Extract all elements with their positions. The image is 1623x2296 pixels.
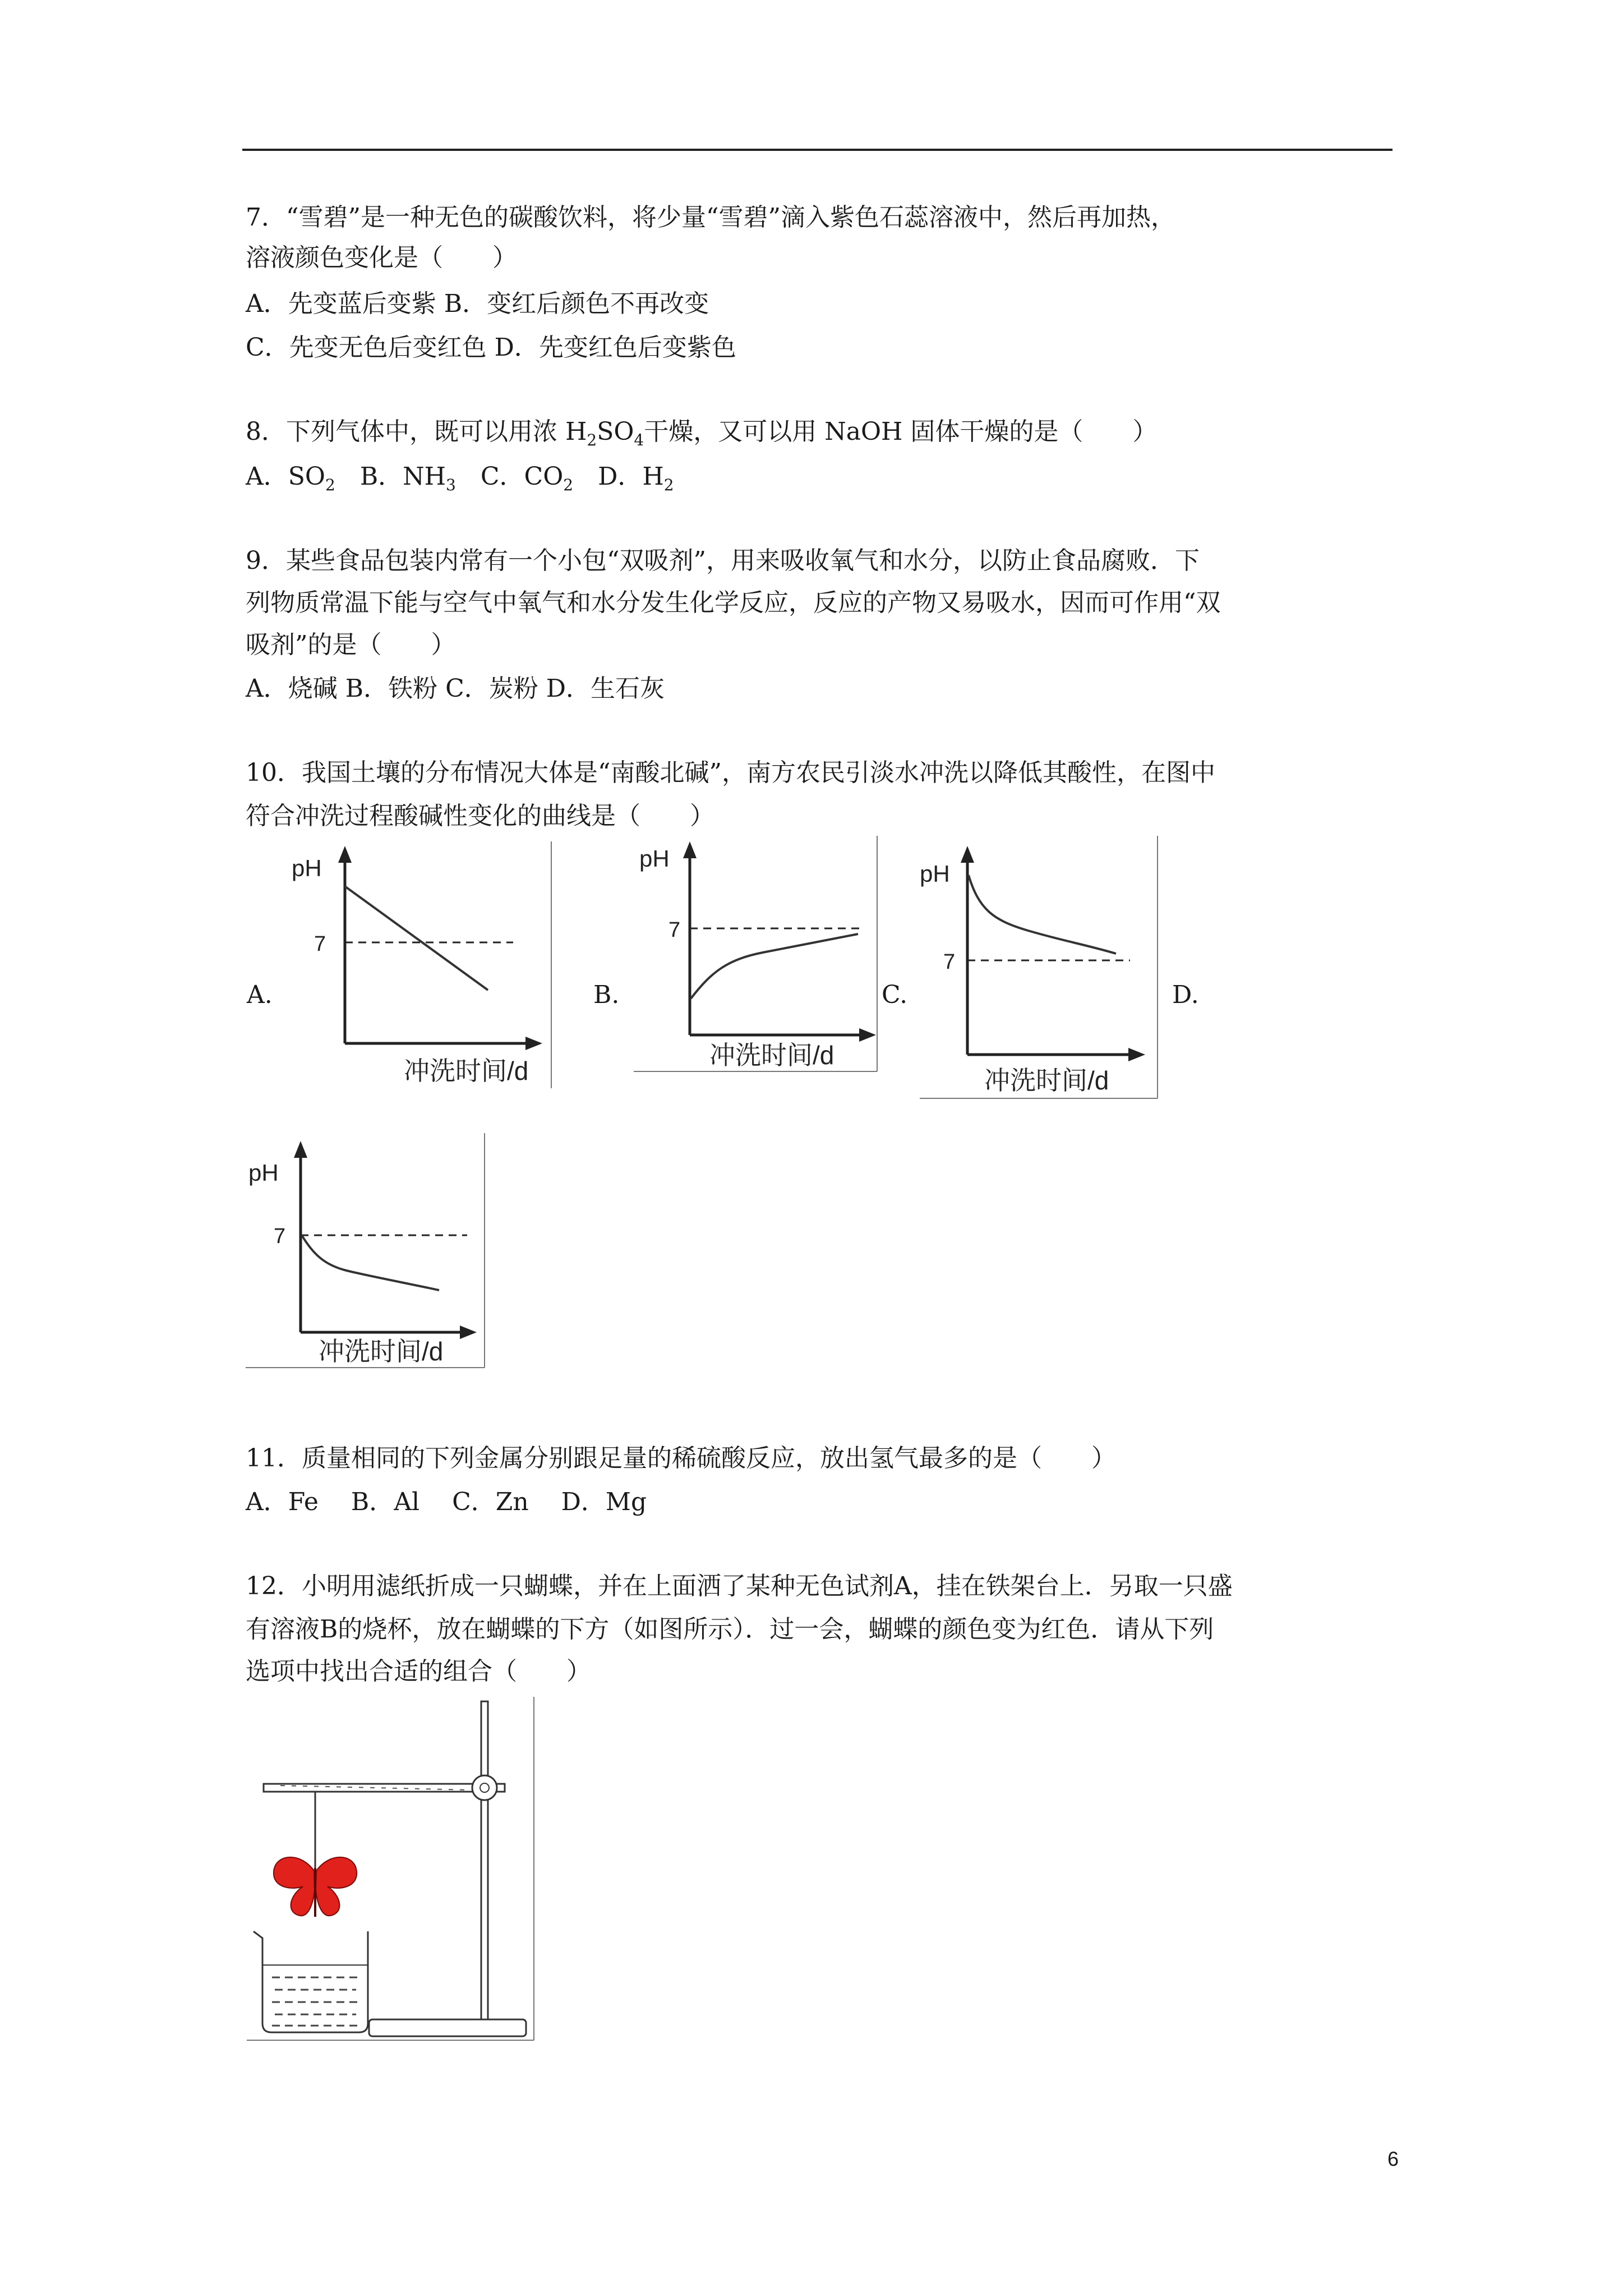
butterfly-apparatus-figure [247, 1697, 538, 2045]
graph-d-label: D. [1172, 981, 1199, 1009]
q7-stem-line1: 7．“雪碧”是一种无色的碳酸饮料，将少量“雪碧”滴入紫色石蕊溶液中，然后再加热， [246, 203, 1175, 232]
header-rule [242, 149, 1393, 151]
q8-stem: 8．下列气体中，既可以用浓 $H_2SO_4$干燥，又可以用 NaOH 固体干燥的是（ ） [246, 417, 1158, 449]
graph-d [246, 1133, 487, 1369]
q10-stem-line2: 符合冲洗过程酸碱性变化的曲线是（ ） [246, 802, 714, 830]
graph-c-seven: 7 [943, 950, 956, 974]
graph-c-xlabel: 冲洗时间/d [984, 1066, 1109, 1095]
page-number: 6 [1387, 2147, 1399, 2170]
q8-options: A．$SO_2$ B．$NH_3$ C．$CO_2$ D．$H_2$ [246, 462, 674, 494]
graph-a [283, 841, 552, 1088]
graph-b [628, 836, 880, 1083]
graph-c-label: C. [882, 981, 908, 1009]
graph-d-seven: 7 [274, 1225, 286, 1248]
q9-stem-line3: 吸剂”的是（ ） [246, 631, 456, 659]
q7-options-cd: C．先变无色后变红色 D．先变红色后变紫色 [246, 333, 736, 362]
q7-options-ab: A．先变蓝后变紫 B．变红后颜色不再改变 [246, 289, 709, 318]
graph-d-xlabel: 冲洗时间/d [319, 1337, 444, 1366]
graph-a-ylabel: pH [292, 855, 322, 881]
q10-stem-line1: 10．我国土壤的分布情况大体是“南酸北碱”，南方农民引淡水冲洗以降低其酸性，在图中 [246, 758, 1215, 787]
graph-b-ylabel: pH [639, 845, 670, 872]
q9-stem-line1: 9．某些食品包装内常有一个小包“双吸剂”，用来吸收氧气和水分，以防止食品腐败．下 [246, 546, 1200, 575]
graph-c [920, 836, 1161, 1099]
q12-stem-line3: 选项中找出合适的组合（ ） [246, 1657, 591, 1686]
graph-a-seven: 7 [314, 932, 326, 956]
q9-options: A．烧碱 B．铁粉 C．炭粉 D．生石灰 [246, 674, 665, 703]
graph-b-seven: 7 [668, 918, 681, 942]
q11-stem: 11．质量相同的下列金属分别跟足量的稀硫酸反应，放出氢气最多的是（ ） [246, 1444, 1116, 1473]
q9-stem-line2: 列物质常温下能与空气中氧气和水分发生化学反应，反应的产物又易吸水，因而可作用“双 [246, 588, 1221, 617]
graph-a-label: A. [247, 981, 273, 1009]
q11-options: A．Fe B．Al C．Zn D．Mg [246, 1488, 647, 1516]
graph-b-label: B. [593, 981, 620, 1009]
graph-a-xlabel: 冲洗时间/d [404, 1056, 529, 1085]
q7-stem-line2: 溶液颜色变化是（ ） [246, 243, 517, 272]
graph-d-ylabel: pH [248, 1159, 279, 1186]
q12-stem-line1: 12．小明用滤纸折成一只蝴蝶，并在上面洒了某种无色试剂A，挂在铁架台上．另取一只盛 [246, 1572, 1233, 1600]
q12-stem-line2: 有溶液B的烧杯，放在蝴蝶的下方（如图所示）．过一会，蝴蝶的颜色变为红色．请从下列 [246, 1615, 1214, 1644]
beaker-icon [253, 1931, 368, 2032]
graph-b-xlabel: 冲洗时间/d [709, 1041, 834, 1070]
graph-c-ylabel: pH [920, 861, 950, 887]
